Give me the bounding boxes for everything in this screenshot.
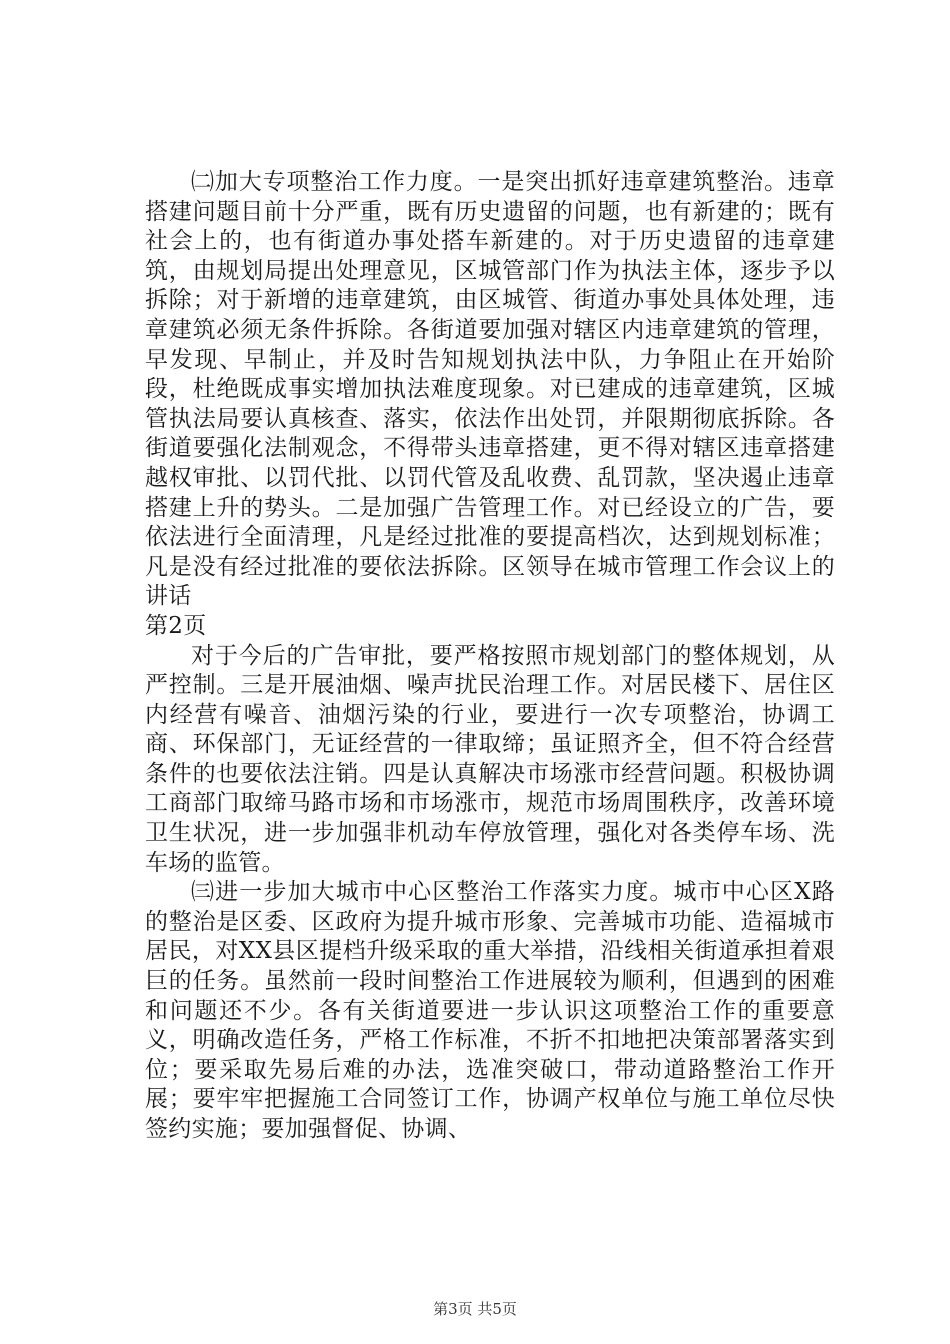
paragraph-2: 对于今后的广告审批，要严格按照市规划部门的整体规划，从严控制。三是开展油烟、噪声扰民治理工作。对居民楼下、居住区内经营有噪音、油烟污染的行业，要进行一次专项整治，协调工商、环保部门，无证经营的一律取缔；虽证照齐全，但不符合经营条件的也要依法注销。四是认真解决市场涨市经营问题。积极协调工商部门取缔马路市场和市场涨市，规范市场周围秩序，改善环境卫生状况，进一步加强非机动车停放管理，强化对各类停车场、洗车场的监管。 [145,642,835,876]
document-body [145,168,835,1145]
paragraph-1: ㈡加大专项整治工作力度。一是突出抓好违章建筑整治。违章搭建问题目前十分严重，既有历史遗留的问题，也有新建的；既有社会上的，也有街道办事处搭车新建的。对于历史遗留的违章建筑，由规划局提出处理意见，区城管部门作为执法主体，逐步予以拆除；对于新增的违章建筑，由区城管、街道办事处具体处理，违章建筑必须无条件拆除。各街道要加强对辖区内违章建筑的管理，早发现、早制止，并及时告知规划执法中队，力争阻止在开始阶段，杜绝既成事实增加执法难度现象。对已建成的违章建筑，区城管执法局要认真核查、落实，依法作出处罚，并限期彻底拆除。各街道要强化法制观念，不得带头违章搭建，更不得对辖区违章搭建越权审批、以罚代批、以罚代管及乱收费、乱罚款，坚决遏止违章搭建上升的势头。二是加强广告管理工作。对已经设立的广告，要依法进行全面清理，凡是经过批准的要提高档次，达到规划标准；凡是没有经过批准的要依法拆除。区领导在城市管理工作会议上的讲话 [145,169,835,610]
inline-page-marker: 第2页 [145,612,207,639]
page-footer: 第3页 共5页 [433,1300,517,1318]
paragraph-3: ㈢进一步加大城市中心区整治工作落实力度。城市中心区X路的整治是区委、区政府为提升城市形象、完善城市功能、造福城市居民，对XX县区提档升级采取的重大举措，沿线相关街道承担着艰巨的任务。虽然前一段时间整治工作进展较为顺利，但遇到的困难和问题还不少。各有关街道要进一步认识这项整治工作的重要意义，明确改造任务，严格工作标准，不折不扣地把决策部署落实到位；要采取先易后难的办法，选准突破口，带动道路整治工作开展；要牢牢把握施工合同签订工作，协调产权单位与施工单位尽快签约实施；要加强督促、协调、 [145,879,835,1142]
